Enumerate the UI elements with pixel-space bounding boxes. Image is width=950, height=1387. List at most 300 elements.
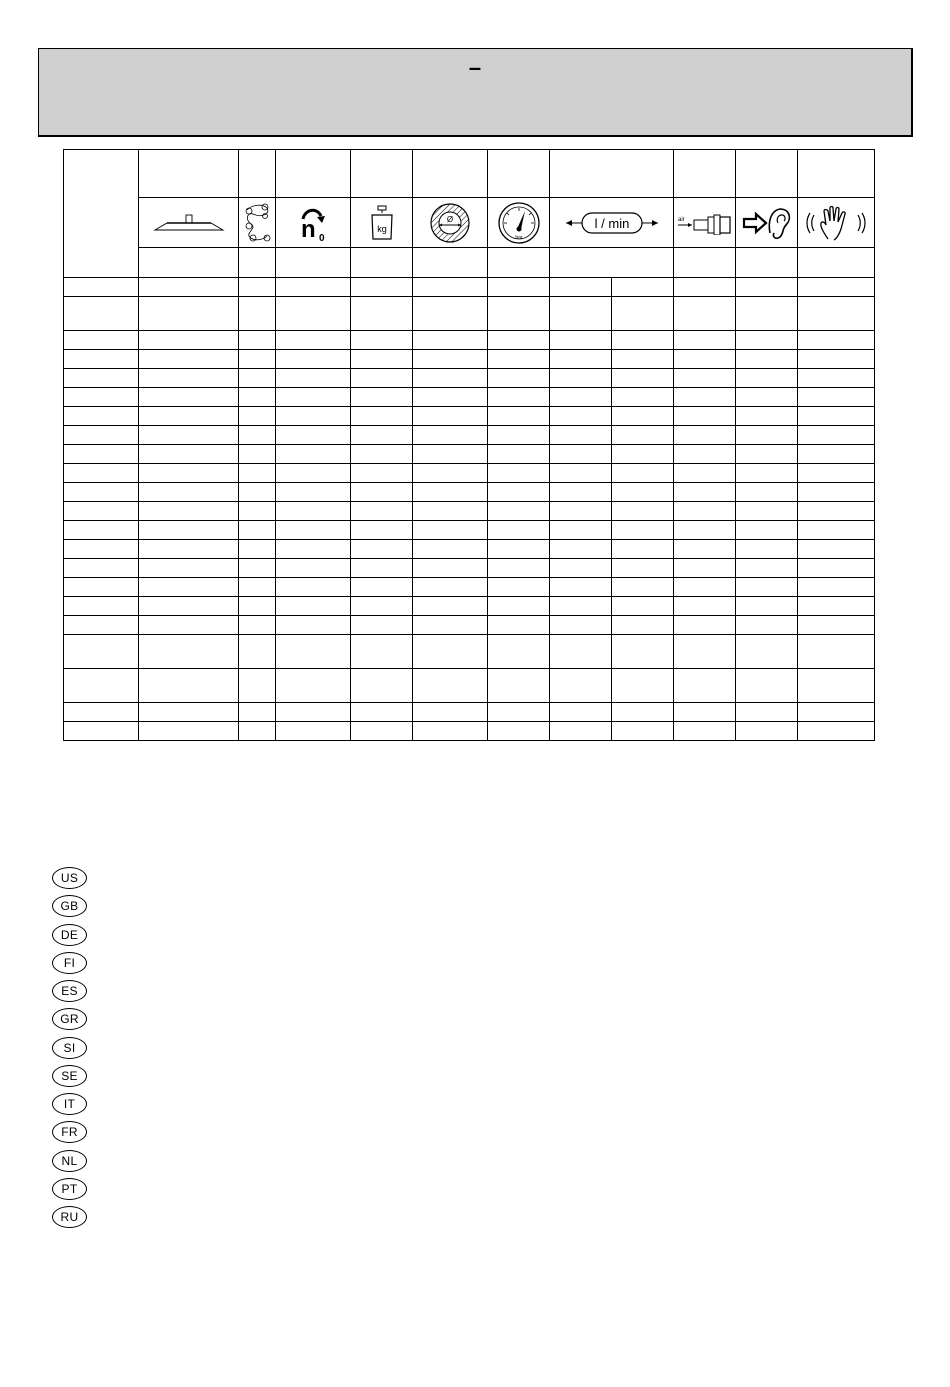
air-pressure-label: bar (514, 234, 523, 241)
air-consumption-lpm-icon (564, 206, 660, 240)
free-speed-n0-icon (295, 203, 331, 243)
table-cell (674, 331, 736, 350)
table-cell (239, 331, 276, 350)
table-row (64, 635, 875, 669)
table-cell (351, 407, 413, 426)
table-cell (674, 540, 736, 559)
table-cell (351, 369, 413, 388)
table-cell (276, 297, 351, 331)
table-cell (139, 521, 239, 540)
table-cell (239, 521, 276, 540)
table-cell (413, 483, 488, 502)
table-cell (413, 559, 488, 578)
table-cell (276, 483, 351, 502)
table-row (64, 616, 875, 635)
table-cell (64, 616, 139, 635)
table-cell (612, 426, 674, 445)
table-cell (612, 722, 674, 741)
table-cell (64, 483, 139, 502)
table-cell (351, 445, 413, 464)
table-cell (139, 407, 239, 426)
table-cell (736, 669, 798, 703)
country-code-badge: RU (52, 1206, 87, 1228)
table-cell (736, 297, 798, 331)
table-cell (674, 407, 736, 426)
legend-item (52, 892, 87, 920)
table-cell (550, 597, 612, 616)
table-cell (351, 616, 413, 635)
table-cell (488, 578, 550, 597)
table-cell (488, 635, 550, 669)
table-cell (612, 616, 674, 635)
table-cell (612, 464, 674, 483)
table-cell (64, 597, 139, 616)
table-cell (736, 426, 798, 445)
table-row (64, 521, 875, 540)
legend-item (52, 1203, 87, 1231)
table-cell (413, 635, 488, 669)
table-cell (64, 669, 139, 703)
table-cell (276, 703, 351, 722)
table-cell (413, 350, 488, 369)
table-cell (139, 559, 239, 578)
table-cell (239, 540, 276, 559)
table-cell (413, 297, 488, 331)
legend-item (52, 921, 87, 949)
table-row (64, 540, 875, 559)
table-cell (351, 278, 413, 297)
country-code-badge: PT (52, 1178, 87, 1200)
legend-item (52, 949, 87, 977)
table-cell (674, 597, 736, 616)
table-cell (139, 369, 239, 388)
table-row (64, 483, 875, 502)
table-cell (239, 703, 276, 722)
table-cell (550, 350, 612, 369)
table-cell (736, 483, 798, 502)
table-row (64, 278, 875, 297)
table-cell (550, 464, 612, 483)
table-cell (413, 722, 488, 741)
table-cell (276, 722, 351, 741)
table-cell (736, 350, 798, 369)
table-cell (736, 464, 798, 483)
table-cell (413, 445, 488, 464)
table-cell (736, 278, 798, 297)
table-cell (413, 331, 488, 350)
table-cell (413, 502, 488, 521)
country-code-badge: FI (52, 952, 87, 974)
table-cell (736, 635, 798, 669)
noise-ear-icon (740, 203, 794, 243)
table-cell (612, 597, 674, 616)
table-cell (351, 703, 413, 722)
table-cell (798, 540, 875, 559)
header-dash: – (468, 55, 482, 80)
table-cell (139, 350, 239, 369)
legend-item (52, 1005, 87, 1033)
table-cell (550, 278, 612, 297)
table-cell (64, 331, 139, 350)
country-code-legend (52, 864, 87, 1231)
table-cell (736, 559, 798, 578)
table-cell (64, 426, 139, 445)
table-cell (674, 426, 736, 445)
table-cell (351, 559, 413, 578)
table-cell (139, 722, 239, 741)
table-cell (550, 445, 612, 464)
table-cell (798, 722, 875, 741)
country-code-badge: IT (52, 1093, 87, 1115)
country-code-badge: NL (52, 1150, 87, 1172)
table-cell (674, 669, 736, 703)
table-cell (239, 407, 276, 426)
table-cell (550, 722, 612, 741)
table-cell (488, 464, 550, 483)
table-row (64, 388, 875, 407)
legend-item (52, 864, 87, 892)
air-inlet-label: air (677, 216, 685, 223)
table-cell (276, 669, 351, 703)
table-row (64, 597, 875, 616)
table-cell (550, 559, 612, 578)
table-cell (139, 483, 239, 502)
table-cell (736, 540, 798, 559)
table-cell (351, 540, 413, 559)
table-cell (612, 278, 674, 297)
table-cell (139, 388, 239, 407)
table-cell (550, 578, 612, 597)
table-cell (612, 445, 674, 464)
table-cell (351, 464, 413, 483)
legend-item (52, 1118, 87, 1146)
table-cell (612, 635, 674, 669)
table-cell (276, 388, 351, 407)
table-cell (413, 521, 488, 540)
table-cell (276, 464, 351, 483)
table-cell (488, 502, 550, 521)
table-cell (64, 540, 139, 559)
table-cell (798, 369, 875, 388)
table-cell (276, 502, 351, 521)
table-cell (351, 597, 413, 616)
table-cell (139, 635, 239, 669)
air-inlet-hose-icon (676, 211, 734, 235)
table-cell (413, 388, 488, 407)
table-cell (351, 502, 413, 521)
table-cell (550, 540, 612, 559)
table-cell (276, 278, 351, 297)
table-cell (612, 578, 674, 597)
svg-text:n: n (301, 215, 316, 243)
table-cell (351, 578, 413, 597)
table-cell (674, 350, 736, 369)
table-cell (239, 483, 276, 502)
table-cell (351, 483, 413, 502)
table-cell (413, 597, 488, 616)
table-cell (736, 703, 798, 722)
table-cell (488, 331, 550, 350)
table-cell (550, 483, 612, 502)
vibration-hand-icon (804, 203, 868, 243)
table-cell (736, 616, 798, 635)
table-cell (798, 559, 875, 578)
table-cell (64, 278, 139, 297)
table-cell (351, 635, 413, 669)
country-code-badge: DE (52, 924, 87, 946)
table-cell (276, 407, 351, 426)
table-cell (736, 578, 798, 597)
table-cell (239, 297, 276, 331)
table-cell (736, 521, 798, 540)
table-cell (276, 597, 351, 616)
legend-item (52, 1175, 87, 1203)
table-cell (276, 540, 351, 559)
table-cell (612, 388, 674, 407)
table-row (64, 502, 875, 521)
table-cell (736, 369, 798, 388)
weight-kg-label: kg (376, 223, 387, 234)
table-cell (736, 597, 798, 616)
table-cell (351, 331, 413, 350)
table-row (64, 426, 875, 445)
legend-item (52, 1034, 87, 1062)
table-cell (351, 388, 413, 407)
table-cell (239, 278, 276, 297)
table-cell (351, 350, 413, 369)
table-cell (413, 669, 488, 703)
weight-kg-icon (367, 204, 397, 242)
table-row (64, 578, 875, 597)
country-code-badge: ES (52, 980, 87, 1002)
free-speed-subscript: 0 (319, 232, 325, 243)
table-cell (276, 521, 351, 540)
table-cell (239, 597, 276, 616)
grinding-pad-icon (149, 208, 229, 238)
table-cell (64, 350, 139, 369)
table-cell (64, 521, 139, 540)
table-cell (276, 350, 351, 369)
table-cell (550, 703, 612, 722)
country-code-badge: SE (52, 1065, 87, 1087)
table-cell (139, 616, 239, 635)
table-cell (413, 369, 488, 388)
table-row (64, 464, 875, 483)
table-cell (798, 278, 875, 297)
table-cell (139, 540, 239, 559)
table-cell (550, 331, 612, 350)
table-cell (64, 578, 139, 597)
table-cell (612, 669, 674, 703)
table-cell (239, 350, 276, 369)
table-cell (612, 540, 674, 559)
header-box (38, 48, 913, 137)
table-cell (139, 297, 239, 331)
table-cell (798, 635, 875, 669)
table-cell (736, 407, 798, 426)
table-cell (276, 426, 351, 445)
table-cell (674, 722, 736, 741)
table-cell (139, 426, 239, 445)
table-cell (239, 722, 276, 741)
header-label-row (64, 150, 875, 198)
table-cell (351, 426, 413, 445)
table-cell (239, 369, 276, 388)
table-cell (798, 445, 875, 464)
table-cell (612, 483, 674, 502)
orbit-diameter-label: Ø (446, 214, 454, 224)
table-cell (413, 426, 488, 445)
table-cell (550, 616, 612, 635)
table-row (64, 445, 875, 464)
table-cell (139, 597, 239, 616)
table-row (64, 722, 875, 741)
table-cell (239, 635, 276, 669)
air-consumption-label: l / min (594, 215, 629, 231)
table-cell (674, 464, 736, 483)
table-cell (612, 407, 674, 426)
table-cell (550, 369, 612, 388)
table-cell (139, 464, 239, 483)
table-cell (351, 521, 413, 540)
table-cell (488, 369, 550, 388)
table-cell (139, 331, 239, 350)
table-cell (798, 578, 875, 597)
table-cell (488, 388, 550, 407)
table-cell (413, 578, 488, 597)
table-cell (674, 502, 736, 521)
legend-item (52, 1147, 87, 1175)
table-cell (276, 331, 351, 350)
table-cell (674, 388, 736, 407)
legend-item (52, 1062, 87, 1090)
table-cell (64, 635, 139, 669)
table-cell (674, 445, 736, 464)
legend-item (52, 1090, 87, 1118)
table-cell (488, 483, 550, 502)
table-cell (64, 464, 139, 483)
table-cell (239, 616, 276, 635)
table-cell (550, 502, 612, 521)
table-cell (674, 616, 736, 635)
table-cell (488, 559, 550, 578)
table-cell (674, 559, 736, 578)
table-cell (798, 297, 875, 331)
table-cell (488, 407, 550, 426)
table-cell (239, 578, 276, 597)
table-cell (736, 445, 798, 464)
table-cell (276, 559, 351, 578)
country-code-badge: US (52, 867, 87, 889)
table-cell (612, 350, 674, 369)
table-cell (413, 407, 488, 426)
table-cell (64, 407, 139, 426)
table-cell (674, 521, 736, 540)
table-row (64, 703, 875, 722)
table-cell (488, 597, 550, 616)
table-cell (64, 703, 139, 722)
table-cell (612, 521, 674, 540)
table-cell (488, 616, 550, 635)
table-cell (612, 559, 674, 578)
model-header-cell (64, 150, 139, 278)
table-cell (798, 350, 875, 369)
table-cell (550, 426, 612, 445)
table-cell (239, 426, 276, 445)
table-cell (550, 635, 612, 669)
table-cell (736, 502, 798, 521)
table-cell (488, 350, 550, 369)
air-pressure-gauge-icon (497, 201, 541, 245)
table-cell (798, 597, 875, 616)
table-cell (798, 331, 875, 350)
table-cell (674, 703, 736, 722)
table-cell (798, 407, 875, 426)
table-cell (488, 521, 550, 540)
table-cell (239, 669, 276, 703)
table-cell (139, 445, 239, 464)
table-cell (612, 502, 674, 521)
table-cell (488, 445, 550, 464)
table-cell (239, 502, 276, 521)
table-cell (550, 407, 612, 426)
table-cell (276, 578, 351, 597)
table-cell (674, 278, 736, 297)
table-cell (798, 464, 875, 483)
table-cell (351, 669, 413, 703)
table-cell (239, 388, 276, 407)
table-cell (276, 616, 351, 635)
table-cell (276, 445, 351, 464)
table-cell (488, 669, 550, 703)
table-row (64, 669, 875, 703)
table-cell (550, 669, 612, 703)
country-code-badge: SI (52, 1037, 87, 1059)
header-icon-row (64, 198, 875, 248)
table-cell (139, 703, 239, 722)
table-cell (139, 669, 239, 703)
table-cell (798, 703, 875, 722)
table-row (64, 407, 875, 426)
table-cell (488, 703, 550, 722)
table-cell (64, 445, 139, 464)
table-cell (64, 388, 139, 407)
table-cell (674, 578, 736, 597)
table-cell (798, 388, 875, 407)
table-row (64, 331, 875, 350)
table-cell (798, 426, 875, 445)
table-cell (798, 483, 875, 502)
table-cell (798, 669, 875, 703)
table-cell (488, 722, 550, 741)
table-cell (64, 297, 139, 331)
table-cell (64, 369, 139, 388)
table-cell (550, 388, 612, 407)
table-cell (674, 483, 736, 502)
table-cell (550, 521, 612, 540)
country-code-badge: GR (52, 1008, 87, 1030)
country-code-badge: FR (52, 1121, 87, 1143)
table-cell (736, 331, 798, 350)
table-cell (488, 278, 550, 297)
table-cell (139, 278, 239, 297)
table-cell (488, 297, 550, 331)
table-cell (413, 540, 488, 559)
table-cell (674, 297, 736, 331)
table-cell (612, 703, 674, 722)
table-row (64, 350, 875, 369)
table-cell (674, 635, 736, 669)
